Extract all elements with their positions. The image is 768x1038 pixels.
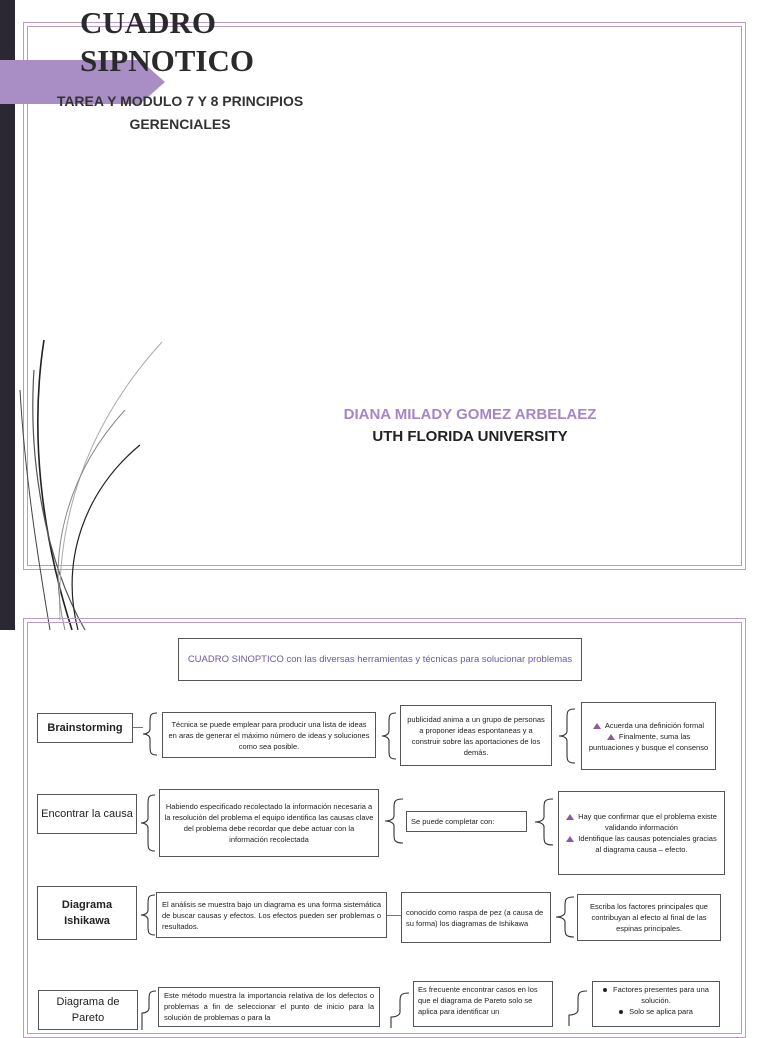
- triangle-bullet-icon: [593, 723, 601, 729]
- author-block: [300, 404, 640, 448]
- list-item: [586, 731, 711, 753]
- label-encontrar-la-causa: Encontrar la causa: [37, 794, 137, 834]
- triangle-bullet-icon: [566, 836, 574, 842]
- decorative-swirl-lines: [0, 330, 180, 630]
- cover-title: [80, 4, 280, 80]
- cover-title-line2: SIPNOTICO: [80, 43, 254, 78]
- bullet-list: [597, 984, 715, 1017]
- curly-brace-icon: [383, 798, 405, 844]
- brainstorming-detail: publicidad anima a un grupo de personas a proponer ideas espontaneas y a construir sobre las aportaciones de los demás.: [400, 705, 552, 766]
- label-diagrama-de-pareto: Diagrama de Pareto: [38, 990, 138, 1030]
- curly-brace-icon: [533, 798, 555, 846]
- curly-brace-icon: [141, 712, 159, 756]
- diagrama-ishikawa-description: El análisis se muestra bajo un diagrama es una forma sistemática de buscar causas y efectos. Los efectos pueden ser problemas o resultados.: [156, 892, 387, 938]
- university-name: UTH FLORIDA UNIVERSITY: [372, 428, 568, 445]
- list-item: [597, 1006, 715, 1017]
- diagrama-ishikawa-detail: conocido como raspa de pez (a causa de su forma) los diagramas de Ishikawa: [401, 892, 551, 943]
- diagrama-de-pareto-detail: Es frecuente encontrar casos en los que el diagrama de Pareto solo se aplica para identificar un: [413, 981, 553, 1027]
- author-name: DIANA MILADY GOMEZ ARBELAEZ: [343, 406, 597, 423]
- list-item: [597, 984, 715, 1006]
- curly-brace-icon: [557, 708, 577, 764]
- list-item: [563, 833, 720, 855]
- bullet-text: Solo se aplica para: [629, 1007, 693, 1016]
- triangle-bullet-icon: [607, 734, 615, 740]
- bullet-text: Identifique las causas potenciales gracias al diagrama causa – efecto.: [578, 834, 717, 854]
- curly-brace-icon: [567, 990, 589, 1026]
- list-item: [563, 811, 720, 833]
- cover-subtitle: TAREA Y MODULO 7 Y 8 PRINCIPIOS GERENCIALES: [56, 93, 304, 132]
- diagrama-de-pareto-bullets: [592, 981, 720, 1027]
- curly-brace-icon: [139, 894, 157, 936]
- brainstorming-description: Técnica se puede emplear para producir una lista de ideas en aras de generar el máximo número de ideas y soluciones como sea posible.: [162, 712, 376, 758]
- cover-title-line1: CUADRO: [80, 5, 217, 40]
- dot-bullet-icon: [603, 988, 607, 992]
- encontrar-la-causa-description: Habiendo especificado recolectado la información necesaria a la resolución del problema el equipo identifica las causas clave del problema debe recordar que debe actuar con la información recolectada: [159, 789, 379, 857]
- bullet-text: Acuerda una definición formal: [604, 720, 705, 730]
- bullet-text: Factores presentes para una solución.: [613, 985, 709, 1005]
- triangle-bullet-icon: [566, 814, 574, 820]
- curly-brace-icon: [139, 794, 157, 852]
- label-brainstorming: Brainstorming: [37, 713, 133, 743]
- curly-brace-icon: [389, 992, 411, 1028]
- connector-line: [387, 915, 401, 916]
- bullet-text: Hay que confirmar que el problema existe validando información: [578, 812, 717, 832]
- label-diagrama-ishikawa: Diagrama Ishikawa: [37, 886, 137, 940]
- encontrar-la-causa-detail: Se puede completar con:: [406, 811, 527, 832]
- bullet-list: [563, 811, 720, 855]
- bullet-list: [586, 720, 711, 753]
- dot-bullet-icon: [619, 1010, 623, 1014]
- curly-brace-icon: [140, 990, 158, 1030]
- encontrar-la-causa-bullets: [558, 791, 725, 875]
- diagrama-de-pareto-description: Este método muestra la importancia relativa de los defectos o problemas a fin de seleccionar el punto de inicio para la solución de problemas o para la: [158, 987, 380, 1027]
- bullet-text: Finalmente, suma las puntuaciones y busque el consenso: [588, 731, 709, 752]
- list-item: [586, 720, 711, 731]
- curly-brace-icon: [380, 712, 398, 760]
- curly-brace-icon: [554, 896, 576, 938]
- brainstorming-bullets: [581, 702, 716, 770]
- synoptic-heading-box: CUADRO SINOPTICO con las diversas herramientas y técnicas para solucionar problemas: [178, 638, 582, 681]
- diagrama-ishikawa-note: Escriba los factores principales que contribuyan al efecto al final de las espinas principales.: [577, 894, 721, 941]
